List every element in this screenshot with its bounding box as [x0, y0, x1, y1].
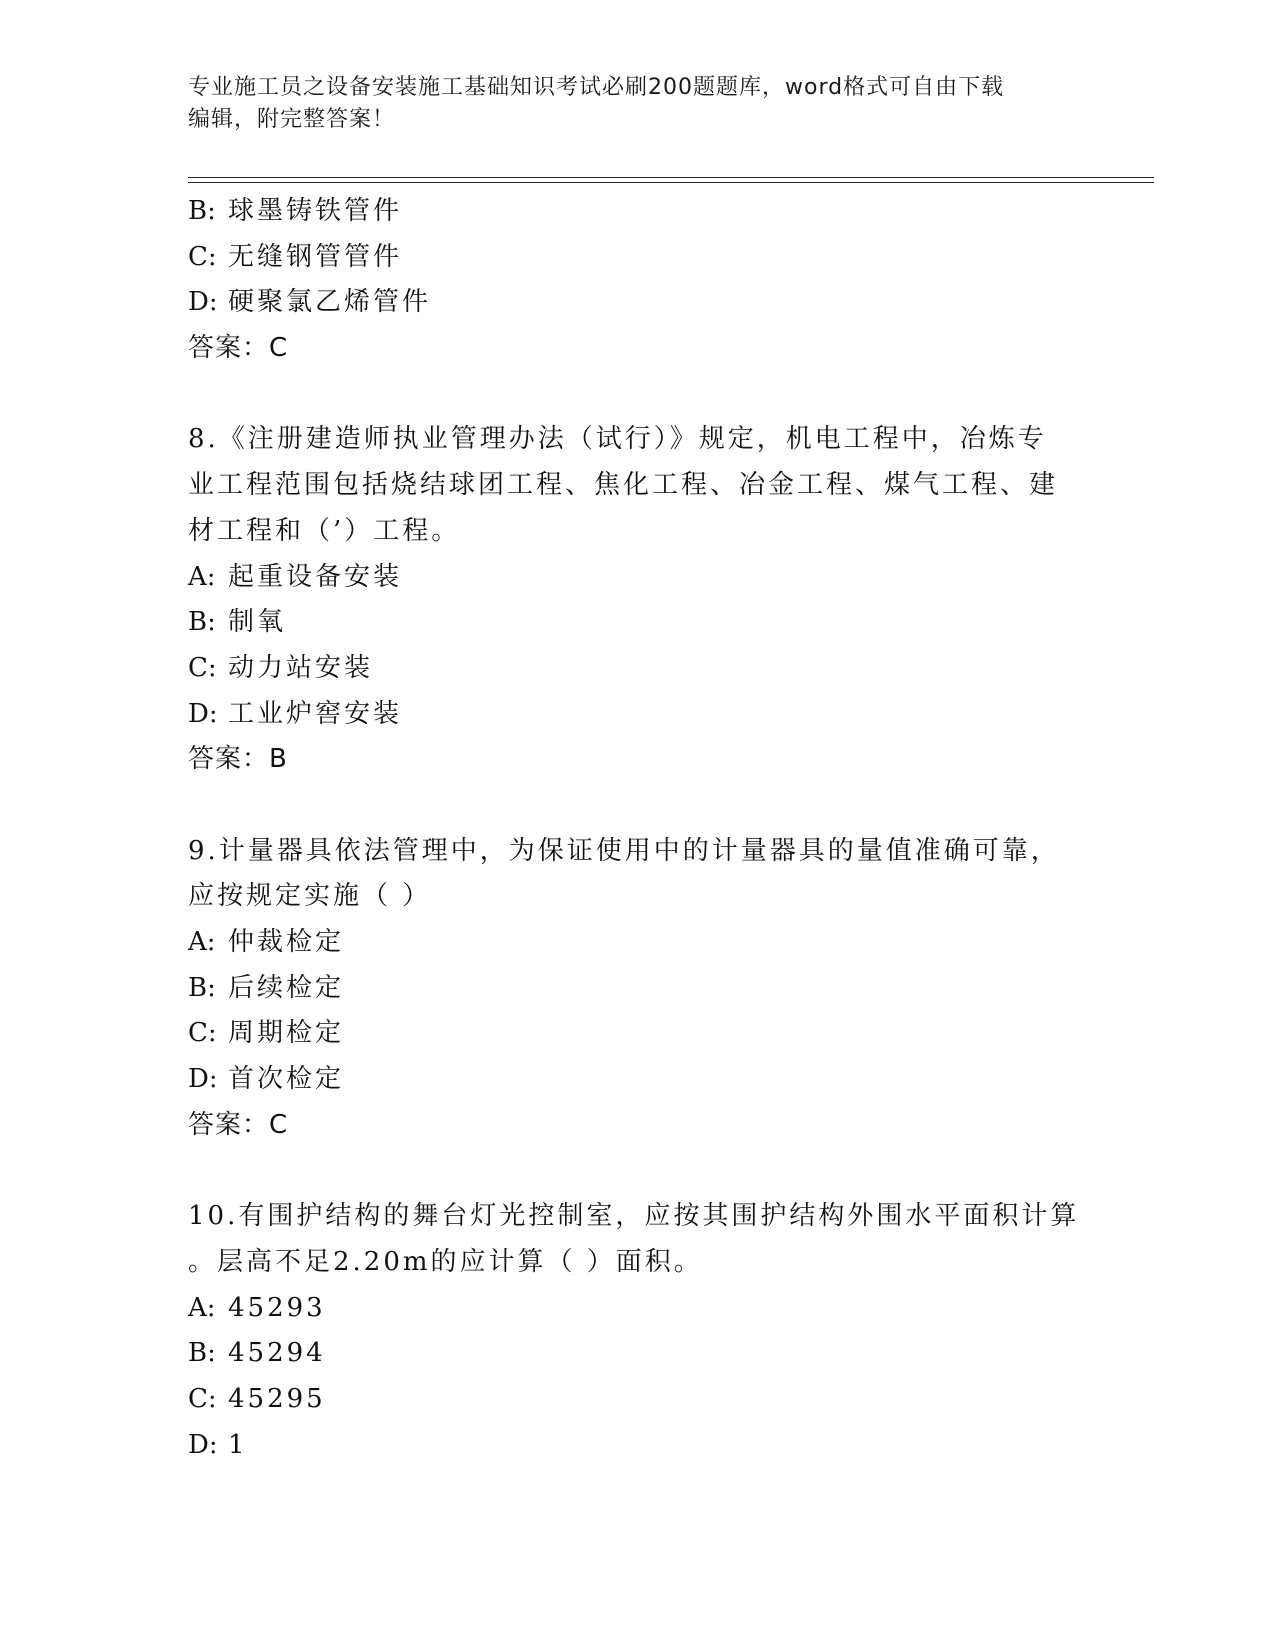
question-stem-line: 业工程范围包括烧结球团工程、焦化工程、冶金工程、煤气工程、建	[188, 470, 1059, 501]
option-c	[188, 1011, 1088, 1057]
option-text: 动力站安装	[228, 652, 374, 683]
question-stem-line: 材工程和（’）工程。	[188, 515, 461, 546]
question-8	[188, 417, 1088, 783]
option-text: 45294	[228, 1338, 326, 1369]
option-key: C:	[188, 652, 217, 683]
option-key: D:	[188, 1429, 218, 1460]
question-9	[188, 829, 1088, 1149]
option-key: D:	[188, 1064, 218, 1095]
option-text: 1	[228, 1429, 248, 1460]
option-key: D:	[188, 287, 218, 318]
header-rule-bottom	[188, 182, 1154, 183]
option-text: 仲裁检定	[228, 927, 345, 957]
option-d	[188, 280, 1088, 326]
question-stem-line: 应按规定实施（ ）	[188, 881, 432, 912]
option-d	[188, 692, 1088, 738]
option-a	[188, 920, 1088, 966]
header-rule-top	[188, 177, 1154, 178]
option-text: 工业炉窖安装	[228, 698, 403, 729]
document-header	[188, 72, 1068, 136]
option-key: B:	[188, 196, 216, 226]
option-b	[188, 600, 1088, 646]
spacer	[188, 783, 1088, 829]
option-key: A:	[188, 561, 216, 592]
option-b	[188, 966, 1088, 1012]
option-c	[188, 646, 1088, 692]
answer: 答案：B	[188, 744, 288, 775]
option-c	[188, 1377, 1088, 1423]
option-text: 制氧	[228, 607, 287, 638]
option-key: C:	[188, 1383, 217, 1414]
option-key: B:	[188, 972, 216, 1003]
question-stem-line: 。层高不足2.20m的应计算（ ）面积。	[188, 1246, 703, 1277]
answer: 答案：C	[188, 333, 289, 364]
question-list	[188, 189, 1088, 1468]
option-key: C:	[188, 1018, 217, 1049]
option-key: C:	[188, 241, 217, 272]
question-stem-line: 10.有围护结构的舞台灯光控制室，应按其围护结构外围水平面积计算	[188, 1201, 1080, 1232]
question-10	[188, 1194, 1088, 1468]
answer: 答案：C	[188, 1109, 289, 1140]
option-text: 45295	[228, 1383, 326, 1414]
option-key: B:	[188, 1338, 216, 1369]
option-key: D:	[188, 698, 218, 729]
option-text: 球墨铸铁管件	[228, 196, 403, 226]
question-stem-line: 8.《注册建造师执业管理办法（试行）》规定，机电工程中，冶炼专	[188, 424, 1047, 455]
option-text: 无缝钢管管件	[228, 241, 403, 272]
option-d	[188, 1057, 1088, 1103]
question-stem-line: 9.计量器具依法管理中，为保证使用中的计量器具的量值准确可靠，	[188, 835, 1060, 866]
option-key: B:	[188, 607, 216, 638]
header-line-2: 编辑，附完整答案！	[188, 107, 396, 132]
spacer	[188, 372, 1088, 418]
option-b	[188, 1331, 1088, 1377]
option-a	[188, 1286, 1088, 1332]
spacer	[188, 1148, 1088, 1194]
option-text: 首次检定	[228, 1064, 345, 1095]
option-text: 硬聚氯乙烯管件	[228, 287, 432, 318]
option-a	[188, 555, 1088, 601]
option-text: 45293	[228, 1292, 326, 1323]
option-c	[188, 235, 1088, 281]
option-key: A:	[188, 1292, 216, 1323]
option-key: A:	[188, 927, 216, 957]
header-line-1: 专业施工员之设备安装施工基础知识考试必刷200题题库，word格式可自由下载	[188, 75, 1005, 100]
question-7	[188, 189, 1088, 372]
option-text: 起重设备安装	[228, 561, 403, 592]
option-text: 后续检定	[228, 972, 345, 1003]
option-text: 周期检定	[228, 1018, 345, 1049]
option-d	[188, 1423, 1088, 1469]
option-b	[188, 189, 1088, 235]
